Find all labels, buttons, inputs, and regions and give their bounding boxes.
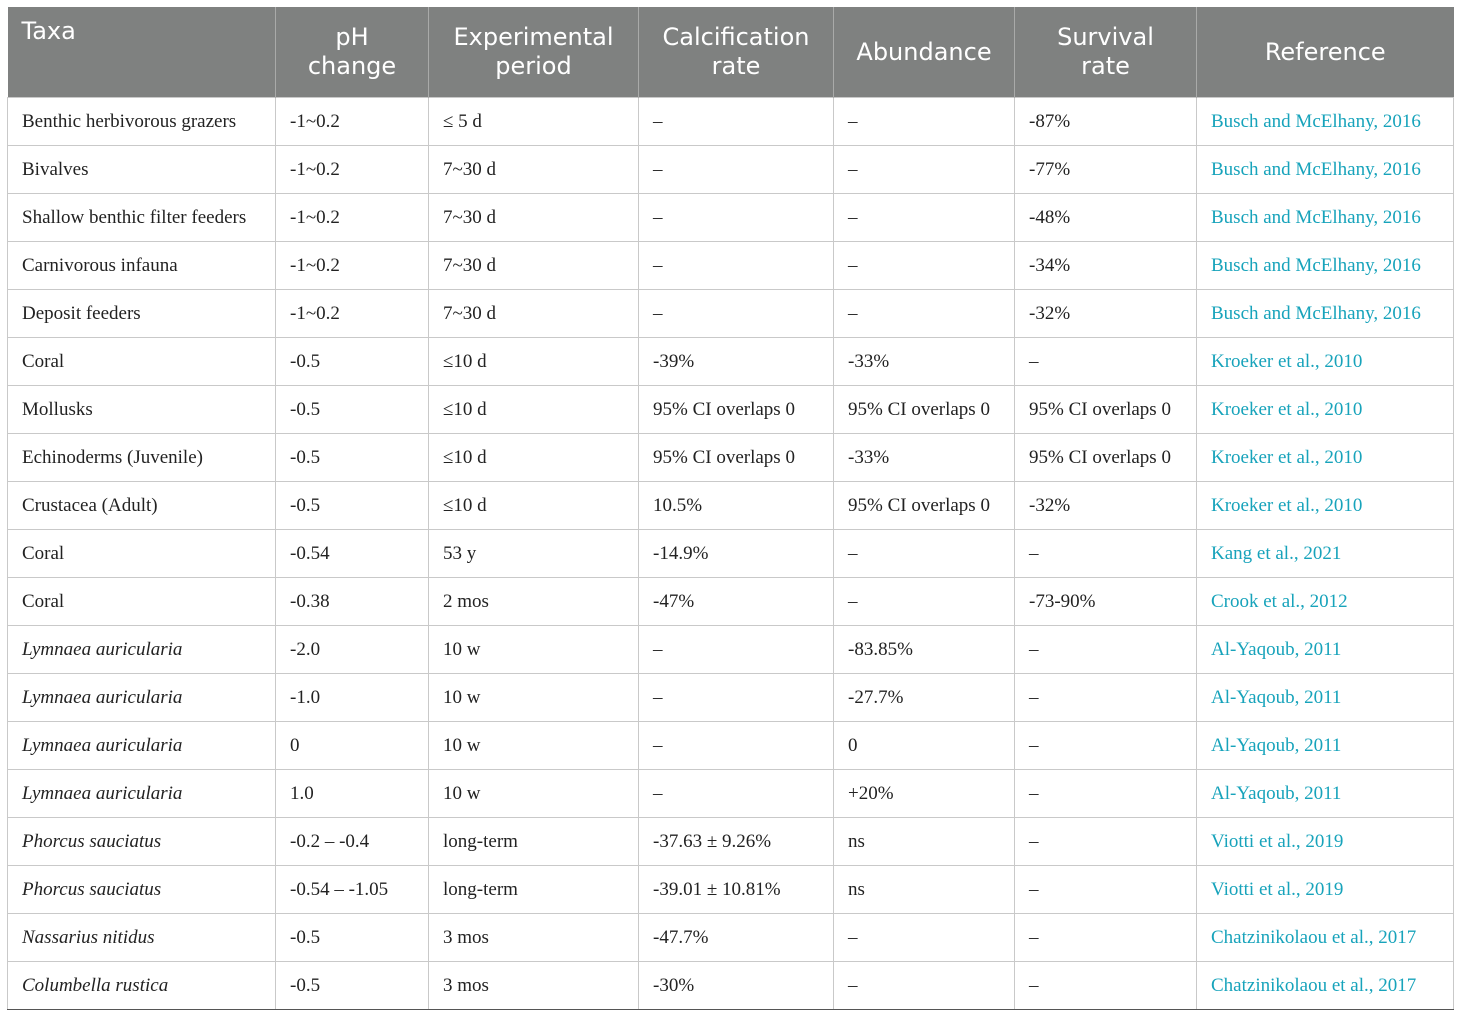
cell-taxa: Shallow benthic filter feeders <box>8 194 276 242</box>
cell-taxa: Columbella rustica <box>8 962 276 1010</box>
cell-survival-rate: – <box>1015 962 1197 1010</box>
cell-reference[interactable]: Crook et al., 2012 <box>1197 578 1454 626</box>
cell-abundance: 0 <box>834 722 1015 770</box>
cell-ph-change: -0.54 <box>276 530 429 578</box>
cell-survival-rate: – <box>1015 626 1197 674</box>
cell-calcification-rate: -47.7% <box>639 914 834 962</box>
cell-calcification-rate: – <box>639 722 834 770</box>
cell-ph-change: -2.0 <box>276 626 429 674</box>
cell-ph-change: -0.5 <box>276 962 429 1010</box>
cell-experimental-period: ≤ 5 d <box>429 98 639 146</box>
cell-reference[interactable]: Chatzinikolaou et al., 2017 <box>1197 914 1454 962</box>
cell-experimental-period: 3 mos <box>429 914 639 962</box>
cell-taxa: Mollusks <box>8 386 276 434</box>
cell-ph-change: -0.5 <box>276 482 429 530</box>
table-container <box>7 7 1453 1010</box>
cell-abundance: – <box>834 530 1015 578</box>
cell-experimental-period: 3 mos <box>429 962 639 1010</box>
table-row <box>8 338 1454 386</box>
header-abundance <box>834 7 1015 98</box>
header-text: Abundance <box>856 37 992 66</box>
cell-survival-rate: – <box>1015 674 1197 722</box>
cell-calcification-rate: 95% CI overlaps 0 <box>639 434 834 482</box>
cell-taxa: Coral <box>8 578 276 626</box>
cell-experimental-period: 7~30 d <box>429 146 639 194</box>
cell-taxa: Carnivorous infauna <box>8 242 276 290</box>
cell-reference[interactable]: Busch and McElhany, 2016 <box>1197 98 1454 146</box>
cell-experimental-period: 10 w <box>429 626 639 674</box>
cell-abundance: -33% <box>834 434 1015 482</box>
cell-reference[interactable]: Viotti et al., 2019 <box>1197 818 1454 866</box>
cell-ph-change: -1~0.2 <box>276 98 429 146</box>
cell-ph-change: -0.5 <box>276 386 429 434</box>
table-row <box>8 626 1454 674</box>
cell-experimental-period: long-term <box>429 818 639 866</box>
table-row <box>8 578 1454 626</box>
cell-reference[interactable]: Kang et al., 2021 <box>1197 530 1454 578</box>
table-body <box>8 98 1454 1010</box>
cell-calcification-rate: – <box>639 290 834 338</box>
cell-reference[interactable]: Al-Yaqoub, 2011 <box>1197 626 1454 674</box>
cell-survival-rate: – <box>1015 914 1197 962</box>
cell-experimental-period: 7~30 d <box>429 290 639 338</box>
table-row <box>8 530 1454 578</box>
cell-experimental-period: ≤10 d <box>429 338 639 386</box>
cell-taxa: Benthic herbivorous grazers <box>8 98 276 146</box>
table-row <box>8 146 1454 194</box>
cell-survival-rate: – <box>1015 770 1197 818</box>
cell-abundance: – <box>834 962 1015 1010</box>
cell-calcification-rate: – <box>639 98 834 146</box>
cell-survival-rate: 95% CI overlaps 0 <box>1015 434 1197 482</box>
cell-experimental-period: ≤10 d <box>429 386 639 434</box>
cell-reference[interactable]: Al-Yaqoub, 2011 <box>1197 770 1454 818</box>
cell-ph-change: 0 <box>276 722 429 770</box>
cell-ph-change: -0.54 – -1.05 <box>276 866 429 914</box>
table-row <box>8 962 1454 1010</box>
cell-reference[interactable]: Busch and McElhany, 2016 <box>1197 146 1454 194</box>
cell-taxa: Coral <box>8 338 276 386</box>
table-row <box>8 242 1454 290</box>
cell-abundance: – <box>834 242 1015 290</box>
cell-ph-change: -0.5 <box>276 338 429 386</box>
cell-abundance: – <box>834 290 1015 338</box>
table-row <box>8 98 1454 146</box>
header-text: Calcification <box>662 23 810 51</box>
cell-reference[interactable]: Kroeker et al., 2010 <box>1197 482 1454 530</box>
cell-reference[interactable]: Al-Yaqoub, 2011 <box>1197 674 1454 722</box>
table-row <box>8 914 1454 962</box>
cell-calcification-rate: -30% <box>639 962 834 1010</box>
cell-ph-change: -1~0.2 <box>276 194 429 242</box>
cell-taxa: Bivalves <box>8 146 276 194</box>
cell-calcification-rate: – <box>639 194 834 242</box>
header-survival-rate <box>1015 7 1197 98</box>
cell-abundance: 95% CI overlaps 0 <box>834 482 1015 530</box>
cell-calcification-rate: – <box>639 674 834 722</box>
cell-calcification-rate: – <box>639 770 834 818</box>
cell-experimental-period: 10 w <box>429 722 639 770</box>
cell-reference[interactable]: Kroeker et al., 2010 <box>1197 434 1454 482</box>
cell-reference[interactable]: Chatzinikolaou et al., 2017 <box>1197 962 1454 1010</box>
cell-calcification-rate: -47% <box>639 578 834 626</box>
cell-calcification-rate: 95% CI overlaps 0 <box>639 386 834 434</box>
cell-experimental-period: 7~30 d <box>429 242 639 290</box>
cell-reference[interactable]: Kroeker et al., 2010 <box>1197 386 1454 434</box>
header-text: Experimental <box>453 23 614 51</box>
table-row <box>8 770 1454 818</box>
cell-calcification-rate: -39% <box>639 338 834 386</box>
cell-experimental-period: 10 w <box>429 674 639 722</box>
cell-reference[interactable]: Busch and McElhany, 2016 <box>1197 194 1454 242</box>
cell-abundance: – <box>834 146 1015 194</box>
cell-abundance: – <box>834 98 1015 146</box>
cell-experimental-period: 53 y <box>429 530 639 578</box>
cell-ph-change: -0.38 <box>276 578 429 626</box>
cell-ph-change: -1~0.2 <box>276 290 429 338</box>
cell-taxa: Deposit feeders <box>8 290 276 338</box>
cell-survival-rate: -87% <box>1015 98 1197 146</box>
cell-survival-rate: -32% <box>1015 290 1197 338</box>
cell-abundance: -33% <box>834 338 1015 386</box>
cell-abundance: -83.85% <box>834 626 1015 674</box>
cell-taxa: Phorcus sauciatus <box>8 818 276 866</box>
cell-taxa: Lymnaea auricularia <box>8 674 276 722</box>
table-row <box>8 434 1454 482</box>
cell-ph-change: -0.5 <box>276 434 429 482</box>
cell-reference[interactable]: Al-Yaqoub, 2011 <box>1197 722 1454 770</box>
cell-taxa: Phorcus sauciatus <box>8 866 276 914</box>
cell-ph-change: -1.0 <box>276 674 429 722</box>
cell-reference[interactable]: Kroeker et al., 2010 <box>1197 338 1454 386</box>
cell-calcification-rate: 10.5% <box>639 482 834 530</box>
header-text: rate <box>711 52 761 80</box>
table-row <box>8 674 1454 722</box>
table-row <box>8 482 1454 530</box>
cell-abundance: – <box>834 194 1015 242</box>
header-taxa <box>8 7 276 98</box>
table-row <box>8 866 1454 914</box>
cell-taxa: Lymnaea auricularia <box>8 770 276 818</box>
header-text: change <box>307 52 397 80</box>
header-text: pH <box>335 23 369 51</box>
table-row <box>8 386 1454 434</box>
table-header-row <box>8 7 1454 98</box>
cell-survival-rate: -77% <box>1015 146 1197 194</box>
cell-calcification-rate: -14.9% <box>639 530 834 578</box>
header-experimental-period <box>429 7 639 98</box>
cell-experimental-period: ≤10 d <box>429 482 639 530</box>
cell-experimental-period: 10 w <box>429 770 639 818</box>
table-row <box>8 290 1454 338</box>
cell-taxa: Echinoderms (Juvenile) <box>8 434 276 482</box>
table-row <box>8 722 1454 770</box>
cell-ph-change: -0.5 <box>276 914 429 962</box>
table-row <box>8 818 1454 866</box>
data-table <box>7 7 1454 1010</box>
cell-taxa: Nassarius nitidus <box>8 914 276 962</box>
cell-survival-rate: -32% <box>1015 482 1197 530</box>
cell-calcification-rate: – <box>639 626 834 674</box>
cell-survival-rate: 95% CI overlaps 0 <box>1015 386 1197 434</box>
header-calcification-rate <box>639 7 834 98</box>
cell-abundance: +20% <box>834 770 1015 818</box>
header-text: Taxa <box>21 17 76 45</box>
header-reference <box>1197 7 1454 98</box>
cell-survival-rate: -34% <box>1015 242 1197 290</box>
cell-reference[interactable]: Busch and McElhany, 2016 <box>1197 290 1454 338</box>
cell-experimental-period: long-term <box>429 866 639 914</box>
cell-abundance: – <box>834 578 1015 626</box>
header-text: period <box>495 52 572 80</box>
cell-survival-rate: – <box>1015 530 1197 578</box>
cell-reference[interactable]: Busch and McElhany, 2016 <box>1197 242 1454 290</box>
cell-ph-change: -1~0.2 <box>276 242 429 290</box>
cell-ph-change: 1.0 <box>276 770 429 818</box>
cell-calcification-rate: -37.63 ± 9.26% <box>639 818 834 866</box>
cell-reference[interactable]: Viotti et al., 2019 <box>1197 866 1454 914</box>
cell-survival-rate: -48% <box>1015 194 1197 242</box>
header-text: Survival rate <box>1057 23 1154 80</box>
cell-survival-rate: – <box>1015 818 1197 866</box>
cell-experimental-period: ≤10 d <box>429 434 639 482</box>
cell-ph-change: -0.2 – -0.4 <box>276 818 429 866</box>
cell-taxa: Coral <box>8 530 276 578</box>
cell-taxa: Lymnaea auricularia <box>8 722 276 770</box>
header-ph-change <box>276 7 429 98</box>
cell-abundance: ns <box>834 818 1015 866</box>
cell-survival-rate: – <box>1015 866 1197 914</box>
cell-taxa: Crustacea (Adult) <box>8 482 276 530</box>
cell-abundance: – <box>834 914 1015 962</box>
cell-calcification-rate: – <box>639 146 834 194</box>
cell-experimental-period: 7~30 d <box>429 194 639 242</box>
cell-experimental-period: 2 mos <box>429 578 639 626</box>
cell-survival-rate: -73-90% <box>1015 578 1197 626</box>
cell-calcification-rate: – <box>639 242 834 290</box>
cell-survival-rate: – <box>1015 722 1197 770</box>
cell-abundance: ns <box>834 866 1015 914</box>
cell-ph-change: -1~0.2 <box>276 146 429 194</box>
cell-calcification-rate: -39.01 ± 10.81% <box>639 866 834 914</box>
cell-survival-rate: – <box>1015 338 1197 386</box>
cell-abundance: 95% CI overlaps 0 <box>834 386 1015 434</box>
cell-taxa: Lymnaea auricularia <box>8 626 276 674</box>
cell-abundance: -27.7% <box>834 674 1015 722</box>
table-row <box>8 194 1454 242</box>
header-text: Reference <box>1264 37 1386 66</box>
